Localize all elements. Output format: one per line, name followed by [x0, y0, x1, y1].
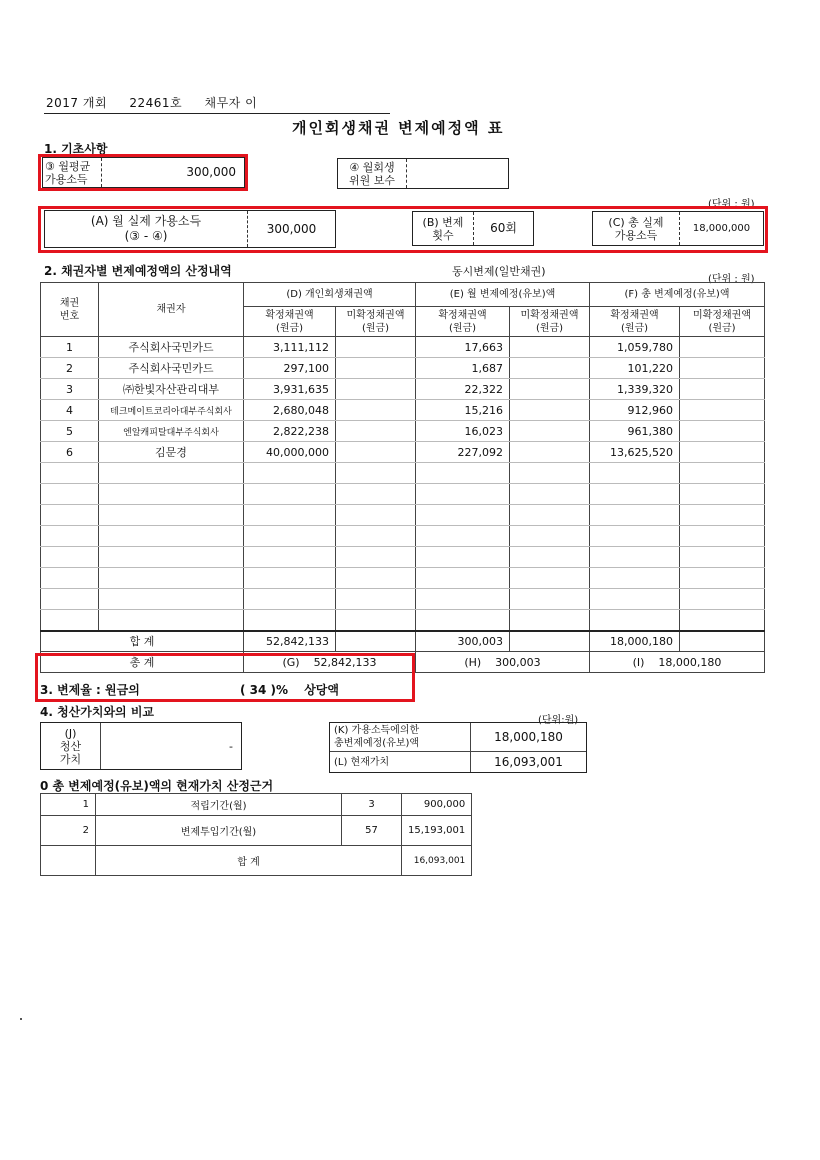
rate-prefix: 3. 변제율 : 원금의 [40, 683, 140, 697]
j-label-1: (J) [64, 726, 77, 740]
total-income-box [592, 211, 764, 246]
col-creditor-header: 채권자 [99, 283, 244, 337]
table-row: 5 엔알캐피탈대부주식회사 2,822,238 16,023 961,380 [41, 421, 765, 442]
l-value: 16,093,001 [494, 754, 563, 769]
empty-row [41, 589, 765, 610]
a-value: 300,000 [247, 211, 335, 247]
present-value-table [40, 793, 472, 876]
monthly-income-box [44, 210, 336, 248]
section2-unit: (단위 : 원) [708, 274, 755, 285]
empty-row [41, 568, 765, 589]
subtotal-label: 합 계 [41, 631, 244, 652]
a-label-2: (③ - ④) [124, 229, 168, 243]
section4-unit: (단위:원) [538, 715, 579, 726]
b-value: 60회 [473, 212, 533, 245]
j-value: - [229, 739, 233, 753]
j-label-3: 가치 [59, 752, 82, 766]
section1-unit: (단위 : 원) [708, 199, 755, 210]
pv-total-value: 16,093,001 [402, 846, 472, 876]
trustee-label-2: 위원 보수 [348, 173, 395, 187]
c-label-2: 가용소득 [614, 228, 658, 242]
creditor-rows [41, 337, 765, 673]
case-year: 2017 개회 [46, 96, 108, 110]
f-unconfirmed-header: 미확정채권액 (원금) [680, 307, 765, 337]
l-label: (L) 현재가치 [330, 752, 471, 772]
liquidation-value-box [40, 722, 242, 770]
k-label-2: 총변제예정(유보)액 [334, 738, 420, 749]
document-header [46, 94, 275, 111]
page-title: 개인회생채권 변제예정액 표 [292, 119, 505, 137]
subtotal-d: 52,842,133 [244, 631, 336, 652]
group-f-header: (F) 총 변제예정(유보)액 [590, 283, 765, 307]
empty-row [41, 610, 765, 631]
e-unconfirmed-header: 미확정채권액 (원금) [510, 307, 590, 337]
c-value: 18,000,000 [679, 212, 763, 245]
k-label-1: (K) 가용소득에의한 [334, 725, 420, 736]
empty-row [41, 547, 765, 568]
d-confirmed-header: 확정채권액 (원금) [244, 307, 336, 337]
subtotal-f: 18,000,180 [590, 631, 680, 652]
group-e-header: (E) 월 변제예정(유보)액 [416, 283, 590, 307]
avg-income-box [42, 157, 245, 188]
total-h: (H) 300,003 [416, 652, 590, 673]
comparison-box [329, 722, 587, 773]
group-d-header: (D) 개인회생채권액 [244, 283, 416, 307]
total-g: (G) 52,842,133 [244, 652, 416, 673]
f-confirmed-header: 확정채권액 (원금) [590, 307, 680, 337]
c-label-1: (C) 총 실제 [608, 215, 664, 229]
table-row: 6 김문경 40,000,000 227,092 13,625,520 [41, 442, 765, 463]
total-i: (I) 18,000,180 [590, 652, 765, 673]
empty-row [41, 484, 765, 505]
trustee-fee-box [337, 158, 509, 189]
rate-value: ( 34 )% [239, 683, 289, 697]
e-confirmed-header: 확정채권액 (원금) [416, 307, 510, 337]
avg-income-label-2: 가용소득 [45, 172, 88, 186]
table-row: 2 주식회사국민카드 297,100 1,687 101,220 [41, 358, 765, 379]
trustee-label-1: ④ 월회생 [349, 160, 395, 174]
present-value-heading: 0 총 변제예정(유보)액의 현재가치 산정근거 [40, 779, 274, 793]
table-row: 1 적립기간(월) 3 900,000 [41, 794, 472, 816]
present-value-total-row [41, 846, 472, 876]
debtor-label: 채무자 이 [204, 96, 258, 110]
subtotal-e: 300,003 [416, 631, 510, 652]
creditor-table [40, 282, 765, 673]
section4-heading: 4. 청산가치와의 비교 [40, 705, 155, 719]
section2-heading: 2. 채권자별 변제예정액의 산정내역 [44, 264, 232, 278]
present-value-table-wrap [40, 793, 472, 876]
case-number: 22461호 [129, 96, 183, 110]
scan-speck [20, 1018, 22, 1020]
table-row: 3 ㈜한빛자산관리대부 3,931,635 22,322 1,339,320 [41, 379, 765, 400]
repayment-rate [40, 681, 339, 698]
a-label-1: (A) 월 실제 가용소득 [90, 214, 202, 228]
total-label: 총 계 [41, 652, 244, 673]
b-label-1: (B) 변제 [422, 215, 464, 229]
section1-heading: 1. 기초사항 [44, 142, 108, 156]
table-row: 2 변제투입기간(월) 57 15,193,001 [41, 816, 472, 846]
repayment-count-box [412, 211, 534, 246]
table-row: 1 주식회사국민카드 3,111,112 17,663 1,059,780 [41, 337, 765, 358]
rate-suffix: 상당액 [304, 683, 339, 697]
header-underline [44, 113, 390, 114]
empty-row [41, 463, 765, 484]
empty-row [41, 526, 765, 547]
avg-income-label-1: ③ 월평균 [45, 159, 91, 173]
j-label-2: 청산 [59, 739, 82, 753]
k-value: 18,000,180 [471, 723, 586, 752]
b-label-2: 횟수 [432, 228, 454, 242]
subtotal-row [41, 631, 765, 652]
trustee-value [406, 159, 508, 188]
table-row: 4 테크메이트코리아대부주식회사 2,680,048 15,216 912,960 [41, 400, 765, 421]
avg-income-value: 300,000 [101, 158, 244, 187]
repayment-mode: 동시변제(일반채권) [452, 265, 546, 278]
col-no-header: 채권 번호 [41, 283, 99, 337]
creditor-table-wrap [40, 282, 765, 673]
empty-row [41, 505, 765, 526]
pv-total-label: 합 계 [96, 846, 402, 876]
d-unconfirmed-header: 미확정채권액 (원금) [336, 307, 416, 337]
